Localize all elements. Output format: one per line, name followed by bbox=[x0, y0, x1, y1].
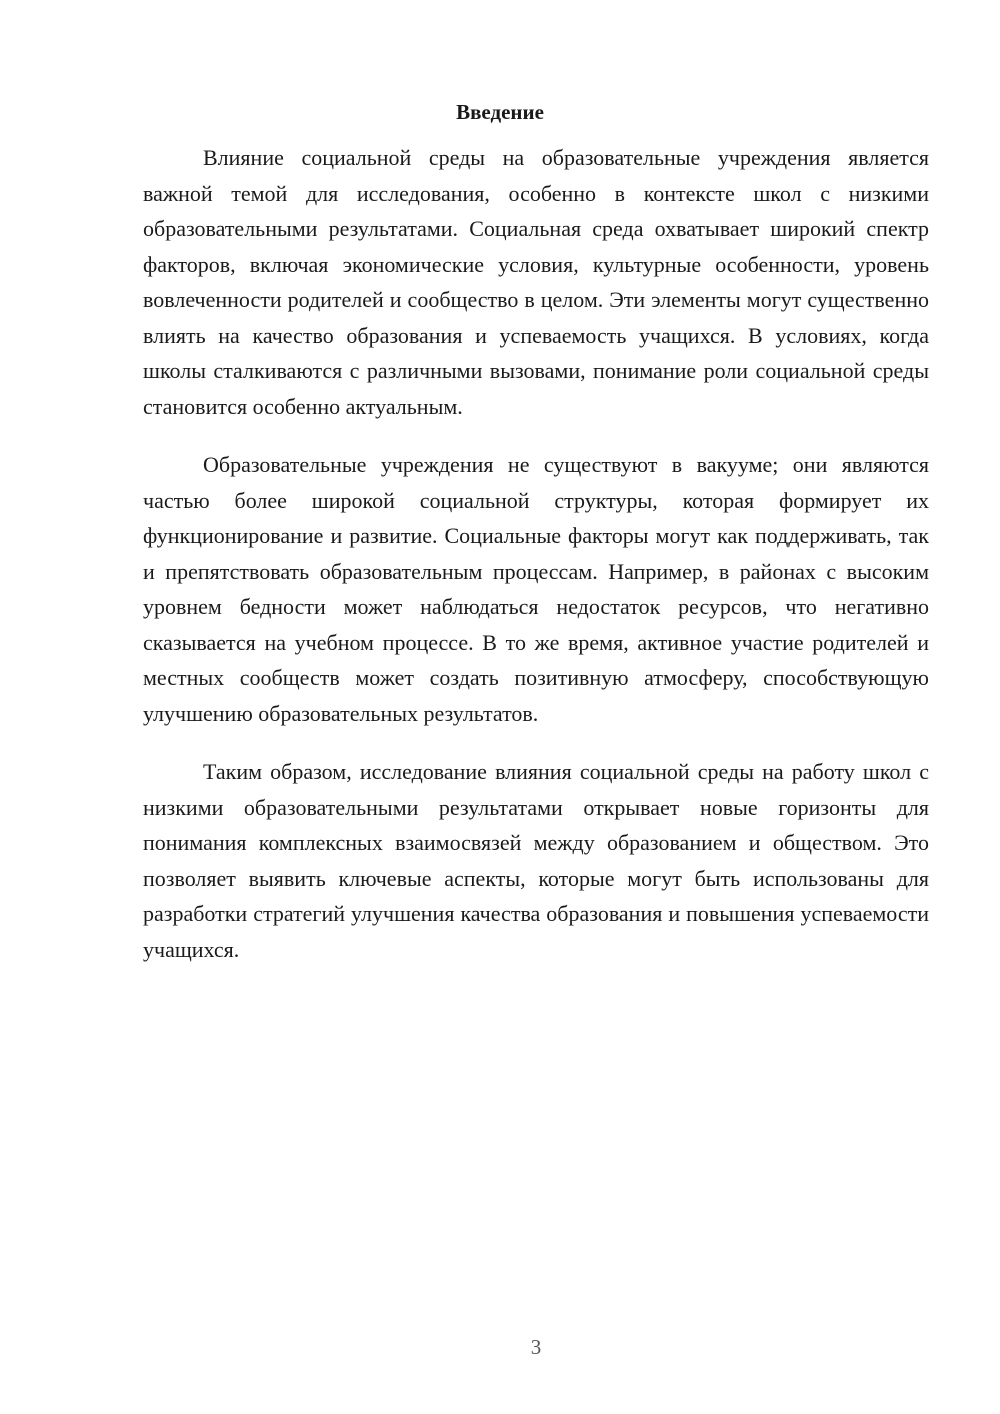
page-number: 3 bbox=[530, 1335, 542, 1359]
paragraph: Образовательные учреждения не существуют в вакууме; они являются частью более широкой социальной структуры, которая формирует их функционирование и развитие. Социальные факторы могут как поддерживать, так и препятствовать образовательным процессам. Например, в районах с высоким уровнем бедности может наблюдаться недостаток ресурсов, что негативно сказывается на учебном процессе. В то же время, активное участие родителей и местных сообществ может создать позитивную атмосферу, способствующую улучшению образовательных результатов. bbox=[143, 452, 929, 726]
paragraph: Таким образом, исследование влияния социальной среды на работу школ с низкими образовательными результатами открывает новые горизонты для понимания комплексных взаимосвязей между образованием и обществом. Это позволяет выявить ключевые аспекты, которые могут быть использованы для разработки стратегий улучшения качества образования и повышения успеваемости учащихся. bbox=[143, 759, 929, 962]
page-content bbox=[143, 96, 929, 990]
section-title: Введение bbox=[456, 100, 544, 124]
paragraph: Влияние социальной среды на образовательные учреждения является важной темой для исследования, особенно в контексте школ с низкими образовательными результатами. Социальная среда охватывает широкий спектр факторов, включая экономические условия, культурные особенности, уровень вовлеченности родителей и сообщество в целом. Эти элементы могут существенно влиять на качество образования и успеваемость учащихся. В условиях, когда школы сталкиваются с различными вызовами, понимание роли социальной среды становится особенно актуальным. bbox=[143, 145, 929, 419]
